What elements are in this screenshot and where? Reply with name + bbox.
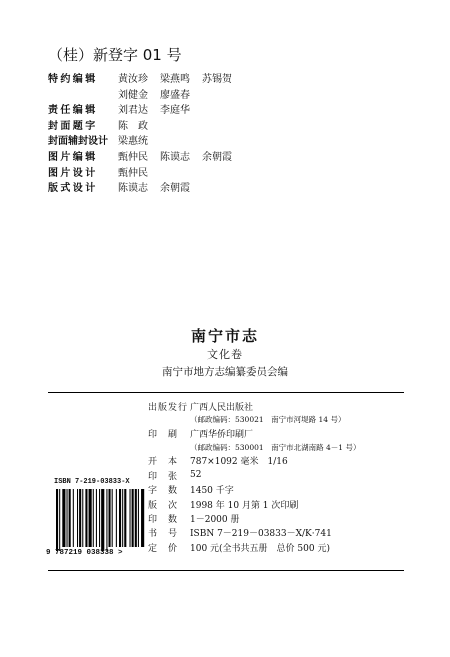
credit-name: 梁燕鸣	[160, 74, 190, 85]
barcode-bar	[99, 489, 100, 547]
credit-role: 版式设计	[48, 183, 98, 195]
barcode-bar	[93, 489, 94, 547]
credit-role: 封面题字	[48, 120, 98, 132]
cip-value: 广西人民出版社	[190, 402, 254, 413]
credit-row	[48, 103, 244, 119]
credit-role: 图片编辑	[48, 151, 98, 163]
cip-label: 定 价	[148, 543, 179, 554]
barcode-bar	[59, 489, 60, 551]
credit-role: 特约编辑	[48, 74, 98, 85]
cip-value: （邮政编码：530021 南宁市河堤路 14 号）	[190, 415, 346, 425]
barcode-bar	[112, 489, 113, 547]
credit-name: 余朝霞	[202, 151, 232, 163]
book-volume: 文化卷	[207, 348, 243, 361]
barcode-bar	[122, 489, 123, 547]
cip-label: 字 数	[148, 486, 179, 497]
cip-label: 印 数	[148, 515, 179, 526]
cip-value: （邮政编码：530001 南宁市北湖南路 4－1 号）	[190, 442, 361, 452]
book-title: 南宁市志	[190, 327, 259, 345]
barcode-bar	[119, 489, 121, 547]
credit-name: 余朝霞	[160, 183, 190, 195]
cip-value: 广西华侨印刷厂	[190, 430, 254, 441]
barcode-bar	[73, 489, 74, 547]
cip-row-printer-address	[148, 441, 360, 454]
cip-row	[148, 468, 360, 482]
credit-name: 陈 政	[118, 120, 148, 132]
credit-row	[48, 150, 244, 166]
credit-name: 黄汝珍	[118, 74, 148, 85]
credit-row	[48, 119, 244, 135]
barcode-bar	[106, 489, 107, 551]
credits-list	[48, 72, 244, 197]
cip-value: 1－2000 册	[190, 515, 240, 526]
credit-name: 苏锡贺	[202, 74, 232, 85]
publication-number: （桂）新登字 01 号	[48, 46, 182, 64]
barcode-bar	[69, 489, 71, 547]
cip-row	[148, 497, 360, 511]
cip-label: 版 次	[148, 500, 179, 511]
cip-value: 100 元(全书共五册 总价 500 元)	[190, 543, 330, 554]
cip-label: 印 刷	[148, 430, 179, 441]
barcode-bar	[77, 489, 78, 547]
credit-name: 甄仲民	[118, 167, 148, 179]
barcode-bar	[116, 489, 117, 547]
cip-row	[148, 526, 360, 540]
cip-spec-rows	[148, 454, 360, 555]
barcode-bar	[141, 489, 144, 547]
barcode-bar	[67, 489, 68, 547]
barcode-bar	[82, 489, 83, 547]
cip-block	[148, 399, 360, 555]
credit-role	[48, 88, 118, 104]
credit-name: 廖盛春	[160, 89, 190, 101]
cip-value: 1450 千字	[190, 486, 234, 497]
barcode-bar	[138, 489, 139, 547]
barcode-bar	[85, 489, 87, 547]
credit-name: 甄仲民	[118, 151, 148, 163]
barcode-bar	[132, 489, 134, 547]
credit-role: 图片设计	[48, 167, 98, 179]
credit-name: 李庭华	[160, 105, 190, 117]
credit-role: 封面辅封设计	[48, 136, 108, 148]
credit-role: 责任编辑	[48, 105, 98, 117]
cip-value: 52	[190, 470, 202, 481]
credit-row	[48, 72, 244, 88]
credit-name: 刘君达	[118, 105, 148, 117]
book-editor: 南宁市地方志编纂委员会编	[162, 366, 288, 378]
cip-row	[148, 511, 360, 525]
barcode-bar	[96, 489, 97, 547]
cip-label: 出版发行	[148, 402, 189, 413]
cip-row	[148, 483, 360, 497]
cip-label: 书 号	[148, 529, 179, 540]
barcode-bar	[124, 489, 126, 547]
barcode-digits: 9 787219 038338 >	[46, 549, 123, 557]
cip-row	[148, 454, 360, 468]
barcode-bar	[62, 489, 65, 547]
cip-value: 1998 年 10 月第 1 次印刷	[190, 500, 299, 511]
cip-label: 开 本	[148, 457, 179, 468]
barcode-bar	[101, 489, 104, 551]
credit-name: 陈谟志	[160, 151, 190, 163]
bottom-divider	[48, 570, 404, 571]
cip-value: ISBN 7－219－03833－X/K·741	[190, 529, 332, 540]
credit-row	[48, 134, 244, 150]
credit-name: 陈谟志	[118, 183, 148, 195]
cip-label: 印 张	[148, 471, 179, 482]
barcode-bar	[89, 489, 92, 547]
credit-row	[48, 166, 244, 182]
cip-row	[148, 540, 360, 554]
credit-row	[48, 88, 244, 104]
cip-row-printer	[148, 426, 360, 440]
cip-value: 787×1092 毫米 1/16	[190, 457, 288, 468]
credit-name: 刘健金	[118, 89, 148, 101]
cip-row-publisher	[148, 399, 360, 413]
barcode-bar	[135, 489, 137, 547]
barcode-bar	[56, 489, 58, 551]
top-divider	[48, 392, 404, 393]
barcode-isbn-text: ISBN 7-219-03833-X	[54, 478, 130, 486]
barcode-bar	[79, 489, 81, 547]
barcode-bar	[130, 489, 131, 547]
credit-row	[48, 181, 244, 197]
credit-name: 梁惠统	[118, 136, 148, 148]
cip-row-publisher-address	[148, 413, 360, 426]
barcode-bar	[109, 489, 111, 547]
